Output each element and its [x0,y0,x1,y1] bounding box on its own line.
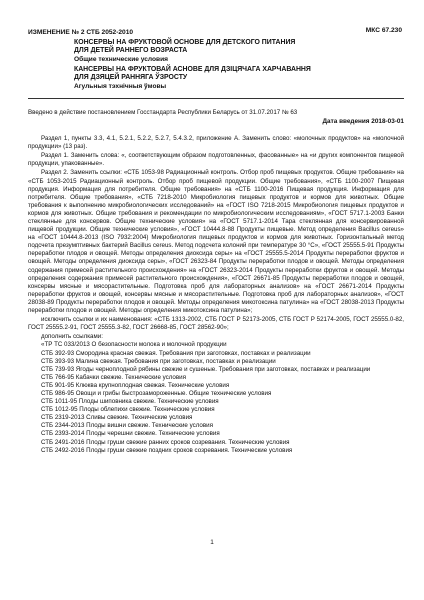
horizontal-rule [28,98,404,99]
title-by-line2: ДЛЯ ДЗЯЦЕЙ РАННЯГА ЎЗРОСТУ [74,74,188,82]
intro-text: Введено в действие постановлением Госстандарта Республики Беларусь от 31.07.2017 № 63 [28,108,298,116]
reference-item: СТБ 986-95 Овощи и грибы быстрозамороженные. Общие технические условия [41,389,272,397]
reference-list [28,341,404,454]
reference-item: СТБ 1012-95 Плоды облепихи свежие. Технические условия [41,406,215,414]
page-number: 1 [210,539,214,546]
reference-item: СТБ 393-93 Малина свежая. Требования при заготовках, поставках и реализации [41,357,276,365]
title-ru-line2: ДЛЯ ДЕТЕЙ РАННЕГО ВОЗРАСТА [74,47,188,55]
reference-item: «ТР ТС 033/2013 О безопасности молока и молочной продукции [41,341,227,349]
effective-date: Дата введения 2018-03-01 [322,117,404,125]
reference-item: СТБ 2492-2016 Плоды груши свежие поздних сроков созревания. Технические условия [41,446,293,454]
subtitle-ru: Общие технические условия [74,55,169,63]
title-ru-line1: КОНСЕРВЫ НА ФРУКТОВОЙ ОСНОВЕ ДЛЯ ДЕТСКОГО ПИТАНИЯ [74,39,296,47]
paragraph: Раздел 1. Заменить слова: «, соответствующим образом подготовленных, фасованные» на «и других компонентов пищевой продукции, упакованные». [28,152,404,168]
reference-item: СТБ 1011-95 Плоды шиповника свежие. Технические условия [41,398,219,406]
amendment-heading: ИЗМЕНЕНИЕ № 2 СТБ 2052-2010 [28,29,134,36]
paragraph: Раздел 1, пункты 3.3, 4.1, 5.2.1, 5.2.2, 5.2.7, 5.4.3.2, приложение А. Заменить слово: «молочных продуктов» на «молочной продукции» (13 раз). [28,135,404,151]
title-block-by [74,66,404,91]
title-by-line1: КАНСЕРВЫ НА ФРУКТОВАЙ АСНОВЕ ДЛЯ ДЗІЦЯЧАГА ХАРЧАВАННЯ [74,65,311,73]
mks-code: МКС 67.230 [365,27,402,34]
reference-item: СТБ 766-95 Кабачки свежие. Технические условия [41,373,186,381]
reference-item: СТБ 392-93 Смородина красная свежая. Требования при заготовках, поставках и реализации [41,349,311,357]
subtitle-by: Агульныя тэхнічныя ўмовы [74,82,167,90]
reference-item: СТБ 2491-2016 Плоды груши свежие ранних сроков созревания. Технические условия [41,438,290,446]
title-block-ru [74,39,404,64]
exclude-refs-line: исключить ссылки и их наименования: «СТБ 1313-2002, СТБ ГОСТ Р 52173-2005, СТБ ГОСТ Р 52174-2005, ГОСТ 25555.0-82, ГОСТ 25555.2-91, ГОСТ 25555.3-82, ГОСТ 26668-85, ГОСТ 28562-90»; [28,316,404,332]
reference-item: СТБ 2344-2013 Плоды вишни свежие. Технические условия [41,422,213,430]
paragraph: Раздел 2. Заменить ссылки: «СТБ 1053-98 Радиационный контроль. Отбор проб пищевых продуктов. Общие требования» на «СТБ 1053-2015 Радиационный контроль. Отбор проб пищевой продукции. Общие требования», «СТБ 1100-2007 Пищевая продукция. Информация для потребителя. Общие требования» на «СТБ 1100-2016 Пищевая продукция. Информация для потребителя. Общие требования», «СТБ 7218-2010 Микробиология пищевых продуктов и кормов для животных. Общие требования к выполнению микробиологических исследований» на «ГОСТ ISO 7218-2015 Микробиология пищевых продуктов и кормов для животных. Общие требования и рекомендации по микробиологическим исследованиям», «ГОСТ 5717.1-2003 Банки стеклянные для консервов. Общие технические условия» на «ГОСТ 5717.1-2014 Тара стеклянная для консервированной пищевой продукции. Общие технические условия», «ГОСТ 10444.8-88 Продукты пищевые. Метод определения Bacillus cereus» на «ГОСТ 10444.8-2013 (ISO 7932:2004) Микробиология пищевых продуктов и кормов для животных. Горизонтальный метод подсчета презумптивных бактерий Bacillus cereus. Метод подсчета колоний при температуре 30 °С», «ГОСТ 25555.5-91 Продукты переработки плодов и овощей. Методы определения диоксида серы» на «ГОСТ 25555.5-2014 Продукты переработки фруктов и овощей. Методы определения диоксида серы», «ГОСТ 26323-84 Продукты переработки плодов и овощей. Методы определения содержания примесей растительного происхождения» на «ГОСТ 26323-2014 Продукты переработки фруктов и овощей. Методы определения содержания примесей растительного происхождения», «ГОСТ 26671-85 Продукты переработки плодов и овощей, консервы мясные и мясорастительные. Подготовка проб для лабораторных анализов» на «ГОСТ 26671-2014 Продукты переработки фруктов и овощей, консервы мясные и мясорастительные. Подготовка проб для лабораторных анализов», «ГОСТ 28038-89 Продукты переработки плодов и овощей. Методы определения микотоксина патулина» на «ГОСТ 28038-2013 Продукты переработки плодов и овощей. Методы определения микотоксина патулина»; [28,169,404,315]
reference-item: СТБ 901-95 Клюква крупноплодная свежая. Технические условия [41,381,230,389]
add-refs-line: дополнить ссылками: [41,333,103,341]
reference-item: СТБ 2319-2013 Сливы свежие. Технические условия [41,414,193,422]
reference-item: СТБ 2393-2014 Плоды черешни свежие. Технические условия [41,430,220,438]
reference-item: СТБ 739-93 Ягоды черноплодной рябины свежие и сушеные. Требования при заготовках, поставках и реализации [41,365,371,373]
